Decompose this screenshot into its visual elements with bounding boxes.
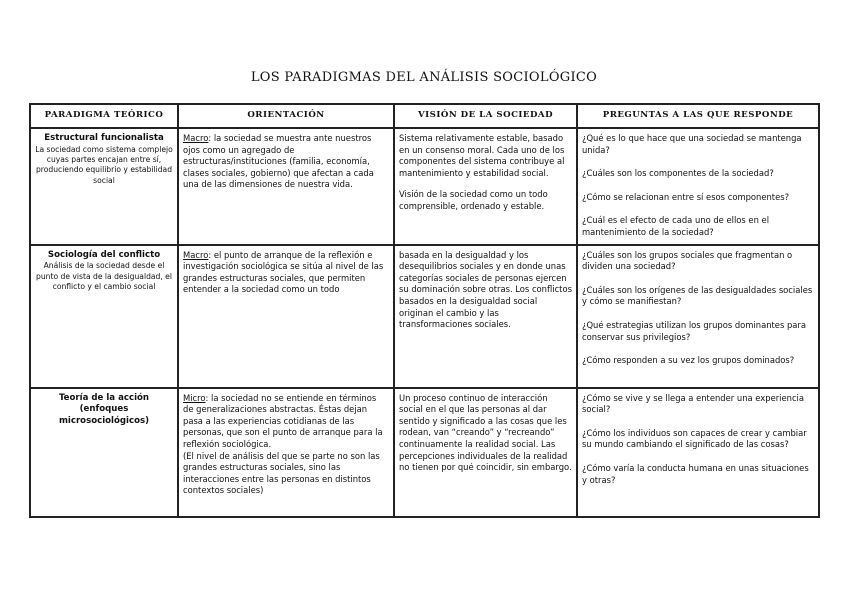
orientation-text: : la sociedad se muestra ante nuestros ojos como un agregado de estructuras/instituciones (familia, economía, clases sociales, gobierno) que afectan a cada una de las dimensiones de nuestra vida. (183, 133, 374, 190)
orientation-cell (178, 128, 394, 245)
question-item: ¿Cuáles son los grupos sociales que fragmentan o dividen una sociedad? (582, 249, 793, 272)
orientation-text: : la sociedad no se entiende en términos de generalizaciones abstractas. Éstas dejan pasa a las experiencias cotidianas de las personas, que son el punto de arranque para la reflexión sociológica. (183, 392, 383, 449)
header-paradigm: PARADIGMA TEÓRICO (30, 104, 178, 128)
paradigm-name: Estructural funcionalista (44, 133, 164, 143)
question-item: ¿Cuáles son los componentes de la sociedad? (582, 168, 774, 179)
questions-cell (577, 245, 819, 388)
orientation-level: Macro (183, 249, 209, 260)
question-item: ¿Cómo se relacionan entre sí esos componentes? (582, 191, 790, 202)
vision-paragraph: Visión de la sociedad como un todo comprensible, ordenado y estable. (399, 189, 548, 211)
paradigm-description: La sociedad como sistema complejo cuyas partes encajan entre sí, produciendo equilibrio y estabilidad social (35, 144, 173, 185)
paradigm-cell (30, 388, 178, 517)
paradigm-name: Teoría de la acción (enfoques microsociológicos) (58, 392, 150, 426)
question-item: ¿Cómo se vive y se llega a entender una experiencia social? (582, 392, 805, 415)
question-item: ¿Qué es lo que hace que una sociedad se mantenga unida? (582, 133, 802, 155)
question-item: ¿Cuáles son los orígenes de las desigualdades sociales y cómo se manifiestan? (582, 284, 813, 307)
vision-cell (394, 388, 577, 517)
table-row (30, 388, 819, 517)
orientation-level: Micro (183, 392, 206, 403)
question-item: ¿Cómo varía la conducta humana en unas situaciones y otras? (582, 462, 809, 485)
paradigm-cell (30, 245, 178, 388)
vision-paragraph: Un proceso continuo de interacción social en el que las personas al dar sentido y significado a las cosas que les rodean, van “creando” y “recreando” continuamente la realidad social. Las percepciones individuales de la realidad no tienen por qué coincidir, sin embargo. (399, 392, 572, 473)
questions-cell (577, 128, 819, 245)
orientation-level: Macro (183, 133, 209, 143)
vision-paragraph: Sistema relativamente estable, basado en un consenso moral. Cada uno de los componentes del sistema contribuye al mantenimiento y estabilidad social. (399, 133, 565, 178)
header-vision: VISIÓN DE LA SOCIEDAD (394, 104, 577, 128)
question-item: ¿Cuál es el efecto de cada uno de ellos en el mantenimiento de la sociedad? (582, 215, 770, 237)
table-header-row (30, 104, 819, 128)
question-item: ¿Cómo los individuos son capaces de crear y cambiar su mundo cambiando el significado de las cosas? (582, 427, 807, 450)
table-row (30, 128, 819, 245)
questions-cell (577, 388, 819, 517)
question-item: ¿Cómo responden a su vez los grupos dominados? (582, 355, 795, 366)
vision-cell (394, 245, 577, 388)
vision-paragraph: basada en la desigualdad y los desequilibrios sociales y en donde unas categorías sociales de personas ejercen su dominación sobre otras. Los conflictos basados en la desigualdad social originan el cambio y las transformaciones sociales. (399, 249, 572, 330)
document-title: LOS PARADIGMAS DEL ANÁLISIS SOCIOLÓGICO (250, 70, 598, 85)
vision-cell (394, 128, 577, 245)
orientation-cell (178, 388, 394, 517)
header-orientation: ORIENTACIÓN (178, 104, 394, 128)
orientation-text: : el punto de arranque de la reflexión e investigación sociológica se sitúa al nivel de las grandes estructuras sociales, que permiten entender a la sociedad como un todo (183, 249, 384, 295)
paradigm-description: Análisis de la sociedad desde el punto de vista de la desigualdad, el conflicto y el cambio social (36, 261, 172, 291)
paradigm-cell (30, 128, 178, 245)
orientation-note: (El nivel de análisis del que se parte no son las grandes estructuras sociales, sino las interacciones entre las personas en distintos contextos sociales) (183, 450, 380, 496)
header-questions: PREGUNTAS A LAS QUE RESPONDE (577, 104, 819, 128)
orientation-cell (178, 245, 394, 388)
paradigm-name: Sociología del conflicto (47, 249, 161, 260)
table-row (30, 245, 819, 388)
question-item: ¿Qué estrategias utilizan los grupos dominantes para conservar sus privilegios? (582, 319, 807, 342)
paradigms-table (29, 103, 820, 518)
